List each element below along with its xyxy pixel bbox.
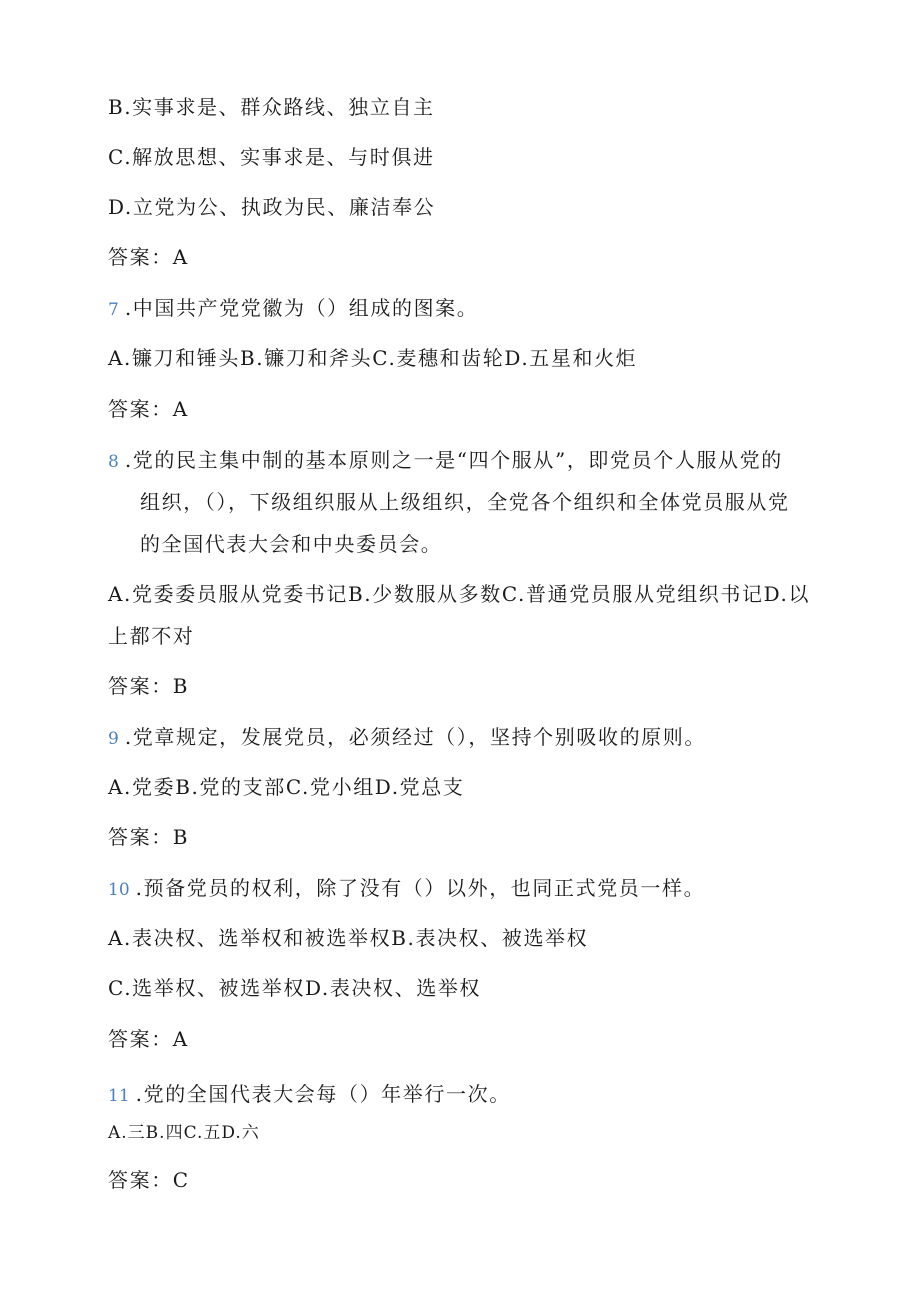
question-number: 9 bbox=[108, 729, 119, 749]
options-line-continued: 上都不对 bbox=[108, 624, 195, 648]
question-text: .党的民主集中制的基本原则之一是“四个服从”，即党员个人服从党的 bbox=[124, 448, 783, 472]
answer-line: 答案：A bbox=[108, 1027, 189, 1051]
question-8 bbox=[108, 447, 783, 475]
question-8-line-3: 的全国代表大会和中央委员会。 bbox=[140, 532, 443, 556]
options-line: C.选举权、被选举权D.表决权、选举权 bbox=[108, 976, 482, 1000]
question-text: .党的全国代表大会每（）年举行一次。 bbox=[135, 1082, 511, 1106]
options-line: A.党委B.党的支部C.党小组D.党总支 bbox=[108, 775, 465, 799]
options-line: A.党委委员服从党委书记B.少数服从多数C.普通党员服从党组织书记D.以 bbox=[108, 582, 811, 606]
question-number: 8 bbox=[108, 452, 119, 472]
answer-line: 答案：B bbox=[108, 825, 190, 849]
question-text: .中国共产党党徽为（）组成的图案。 bbox=[124, 296, 479, 320]
question-text: .党章规定，发展党员，必须经过（），坚持个别吸收的原则。 bbox=[124, 725, 706, 749]
options-line: A.表决权、选举权和被选举权B.表决权、被选举权 bbox=[108, 926, 589, 950]
option-d-line: D.立党为公、执政为民、廉洁奉公 bbox=[108, 195, 436, 219]
options-line: A.三B.四C.五D.六 bbox=[108, 1123, 260, 1143]
question-number: 7 bbox=[108, 300, 119, 320]
options-line: A.镰刀和锤头B.镰刀和斧头C.麦穗和齿轮D.五星和火炬 bbox=[108, 346, 638, 370]
answer-line: 答案：A bbox=[108, 245, 189, 269]
question-7 bbox=[108, 295, 478, 323]
question-number: 10 bbox=[108, 880, 130, 900]
question-text: .预备党员的权利，除了没有（）以外，也同正式党员一样。 bbox=[135, 876, 706, 900]
answer-line: 答案：C bbox=[108, 1168, 190, 1192]
question-9 bbox=[108, 724, 706, 752]
option-c-line: C.解放思想、实事求是、与时俱进 bbox=[108, 145, 435, 169]
answer-line: 答案：A bbox=[108, 397, 189, 421]
answer-line: 答案：B bbox=[108, 674, 190, 698]
question-10 bbox=[108, 875, 705, 903]
question-8-line-2: 组织，（），下级组织服从上级组织，全党各个组织和全体党员服从党 bbox=[140, 490, 790, 514]
question-11 bbox=[108, 1081, 511, 1109]
option-b-line: B.实事求是、群众路线、独立自主 bbox=[108, 95, 435, 119]
question-number: 11 bbox=[108, 1086, 130, 1106]
